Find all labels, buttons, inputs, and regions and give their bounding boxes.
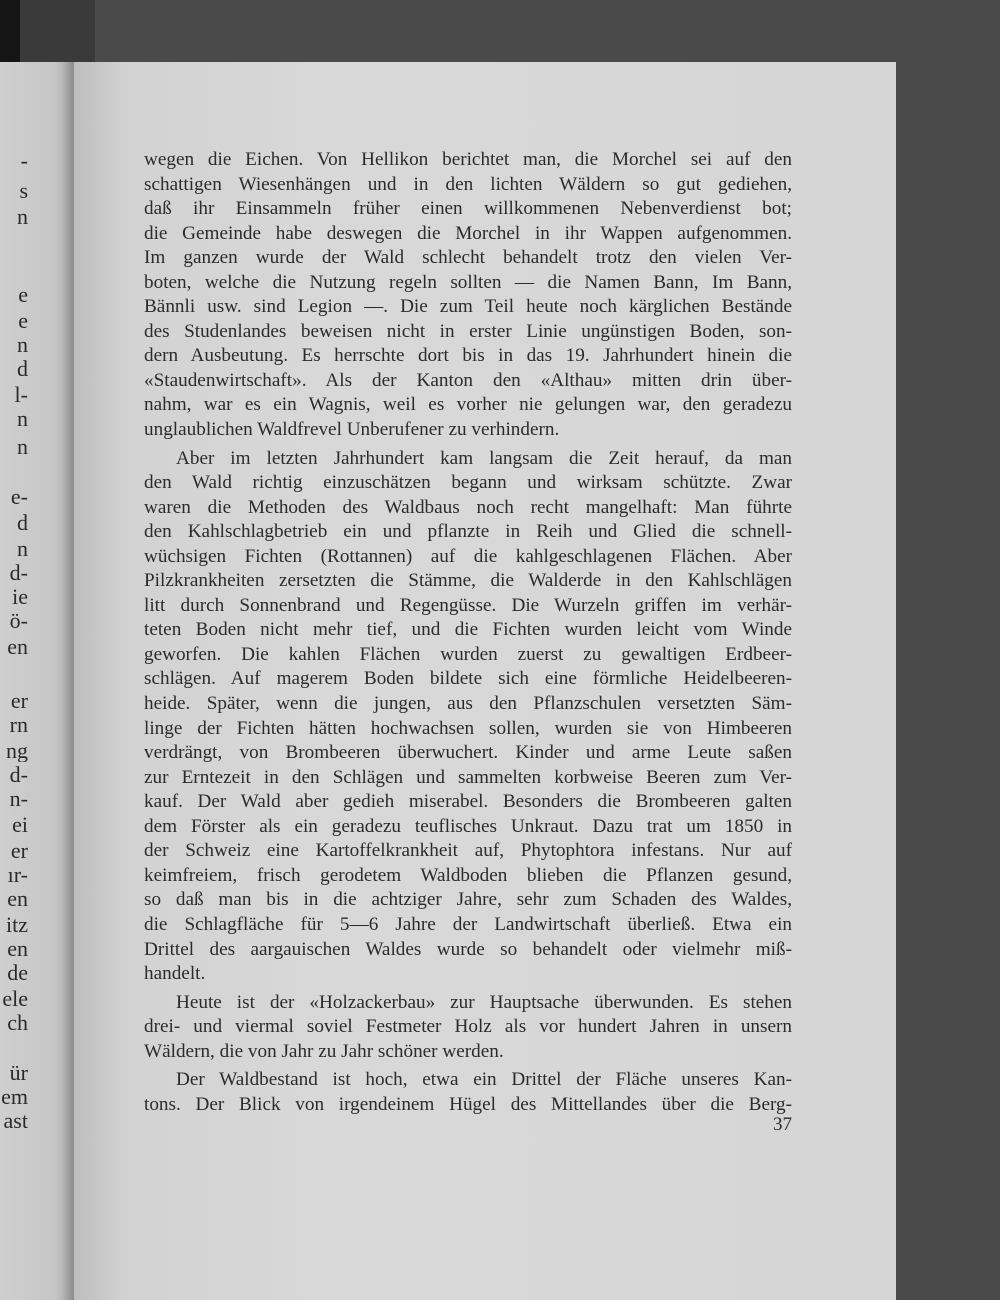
text-line: den Kahlschlagbetrieb ein und pflanzte in Reih und Glied die schnell- xyxy=(144,521,792,543)
text-line: heide. Später, wenn die jungen, aus den Pflanzschulen versetzten Säm- xyxy=(144,693,792,715)
text-line: Bännli usw. sind Legion —. Die zum Teil heute noch kärglichen Bestände xyxy=(144,296,792,318)
facing-page-text-fragment: d xyxy=(17,512,28,534)
facing-page-text-fragment: er xyxy=(10,690,28,712)
text-line: wüchsigen Fichten (Rottannen) auf die kahlgeschlagenen Flächen. Aber xyxy=(144,545,792,567)
text-line: daß ihr Einsammeln früher einen willkommenen Nebenverdienst bot; xyxy=(144,198,792,220)
text-line: waren die Methoden des Waldbaus noch recht mangelhaft: Man führte xyxy=(144,496,792,518)
facing-page-text-fragment: n xyxy=(17,206,28,228)
text-line: boten, welche die Nutzung regeln sollten — die Namen Bann, Im Bann, xyxy=(144,271,792,293)
text-line: «Staudenwirtschaft». Als der Kanton den «Althau» mitten drin über- xyxy=(144,369,792,391)
facing-page-text-fragment: ast xyxy=(3,1110,28,1132)
text-line: unglaublichen Waldfrevel Unberufener zu verhindern. xyxy=(144,419,560,441)
text-line: drei- und viermal soviel Festmeter Holz als vor hundert Jahren in unsern xyxy=(144,1016,792,1038)
text-line: Wäldern, die von Jahr zu Jahr schöner werden. xyxy=(144,1040,504,1062)
facing-page-text-fragment: ng xyxy=(6,740,28,762)
facing-page-text-fragment: ür xyxy=(9,1062,28,1084)
facing-page-text-fragment: n- xyxy=(9,788,28,810)
facing-page-text-fragment: ır- xyxy=(7,864,28,886)
text-line: Aber im letzten Jahrhundert kam langsam die Zeit herauf, da man xyxy=(176,447,792,469)
facing-page-text-fragment: - xyxy=(20,150,28,172)
facing-page-text-fragment: e xyxy=(18,310,28,332)
text-line: zur Erntezeit in den Schlägen und sammelten korbweise Beeren zum Ver- xyxy=(144,766,792,788)
facing-page-text-fragment: en xyxy=(7,938,28,960)
text-line: schattigen Wiesenhängen und in den lichten Wäldern so gut gediehen, xyxy=(144,173,792,195)
paragraph xyxy=(144,991,792,1065)
facing-page-text-fragment: de xyxy=(7,962,28,984)
facing-page-text-fragment: n xyxy=(17,538,28,560)
facing-page-text-fragment: l- xyxy=(14,384,28,406)
facing-page-text-fragment: ei xyxy=(12,814,28,836)
facing-page-text-fragment: ch xyxy=(7,1012,28,1034)
text-line: keimfreiem, frisch gerodetem Waldboden blieben die Pflanzen gesund, xyxy=(144,864,792,886)
text-line: dern Ausbeutung. Es herrschte dort bis in das 19. Jahrhundert hinein die xyxy=(144,345,792,367)
text-line: nahm, war es ein Wagnis, weil es vorher nie gelungen war, den geradezu xyxy=(144,394,792,416)
facing-page-text-fragment: d xyxy=(17,358,28,380)
facing-page-text-fragment: d- xyxy=(9,764,28,786)
facing-page-text-fragment: n xyxy=(17,408,28,430)
text-line: linge der Fichten hätten hochwachsen sollen, wurden sie von Himbeeren xyxy=(144,717,792,739)
text-line: Der Waldbestand ist hoch, etwa ein Drittel der Fläche unseres Kan- xyxy=(176,1069,792,1091)
facing-page-text-fragment: e xyxy=(18,284,28,306)
text-line: Drittel des aargauischen Waldes wurde so behandelt oder vielmehr miß- xyxy=(144,938,792,960)
text-line: verdrängt, von Brombeeren überwuchert. Kinder und arme Leute saßen xyxy=(144,742,792,764)
paragraph xyxy=(144,1068,792,1117)
text-line: dem Förster als ein geradezu teuflisches Unkraut. Dazu trat um 1850 in xyxy=(144,815,792,837)
text-line: so daß man bis in die achtziger Jahre, sehr zum Schaden des Waldes, xyxy=(144,889,792,911)
text-line: teten Boden nicht mehr tief, und die Fichten wurden leicht vom Winde xyxy=(144,619,792,641)
facing-page-text-fragment: n xyxy=(17,436,28,458)
text-line: geworfen. Die kahlen Flächen wurden zuerst zu gewaltigen Erdbeer- xyxy=(144,643,792,665)
book-page xyxy=(74,62,896,1300)
text-line: die Gemeinde habe deswegen die Morchel in ihr Wappen aufgenommen. xyxy=(144,222,792,244)
text-line: der Schweiz eine Kartoffelkrankheit auf, Phytophtora infestans. Nur auf xyxy=(144,840,792,862)
text-line: die Schlagfläche für 5—6 Jahre der Landwirtschaft überließ. Etwa ein xyxy=(144,913,792,935)
facing-page-text-fragment: d- xyxy=(9,562,28,584)
text-line: handelt. xyxy=(144,963,206,985)
facing-page-text-fragment: s xyxy=(19,180,28,202)
text-line: schlägen. Auf magerem Boden bildete sich eine förmliche Heidelbeeren- xyxy=(144,668,792,690)
text-line: kauf. Der Wald aber gedieh miserabel. Besonders die Brombeeren galten xyxy=(144,791,792,813)
facing-page-text-fragment: ele xyxy=(2,988,28,1010)
page-number: 37 xyxy=(773,1114,792,1135)
facing-page-text-fragment: e- xyxy=(10,486,28,508)
text-line: Pilzkrankheiten zersetzten die Stämme, die Walderde in den Kahlschlägen xyxy=(144,570,792,592)
facing-page-text-fragment: en xyxy=(7,636,28,658)
facing-page-text-fragment: itz xyxy=(6,914,28,936)
text-line: den Wald richtig einzuschätzen begann und wirksam schützte. Zwar xyxy=(144,472,792,494)
facing-page-text-fragment: n xyxy=(17,334,28,356)
facing-page-text-fragment: em xyxy=(1,1086,28,1108)
text-line: Im ganzen wurde der Wald schlecht behandelt trotz den vielen Ver- xyxy=(144,247,792,269)
facing-page-text-fragment: ie xyxy=(12,586,28,608)
text-line: wegen die Eichen. Von Hellikon berichtet man, die Morchel sei auf den xyxy=(144,149,792,170)
text-line: litt durch Sonnenbrand und Regengüsse. Die Wurzeln griffen im verhär- xyxy=(144,594,792,616)
facing-page-text-fragment: en xyxy=(7,888,28,910)
body-text xyxy=(144,148,792,1117)
paragraph xyxy=(144,148,792,443)
facing-page-text-fragment: ö- xyxy=(9,610,28,632)
text-line: Heute ist der «Holzackerbau» zur Hauptsache überwunden. Es stehen xyxy=(176,991,792,1013)
facing-page-text-fragment: rn xyxy=(9,714,28,736)
text-line: des Studenlandes beweisen nicht in erster Linie ungünstigen Boden, son- xyxy=(144,320,792,342)
facing-page-text-fragment: er xyxy=(10,840,28,862)
text-line: tons. Der Blick von irgendeinem Hügel des Mittellandes über die Berg- xyxy=(144,1093,792,1115)
paragraph xyxy=(144,447,792,987)
